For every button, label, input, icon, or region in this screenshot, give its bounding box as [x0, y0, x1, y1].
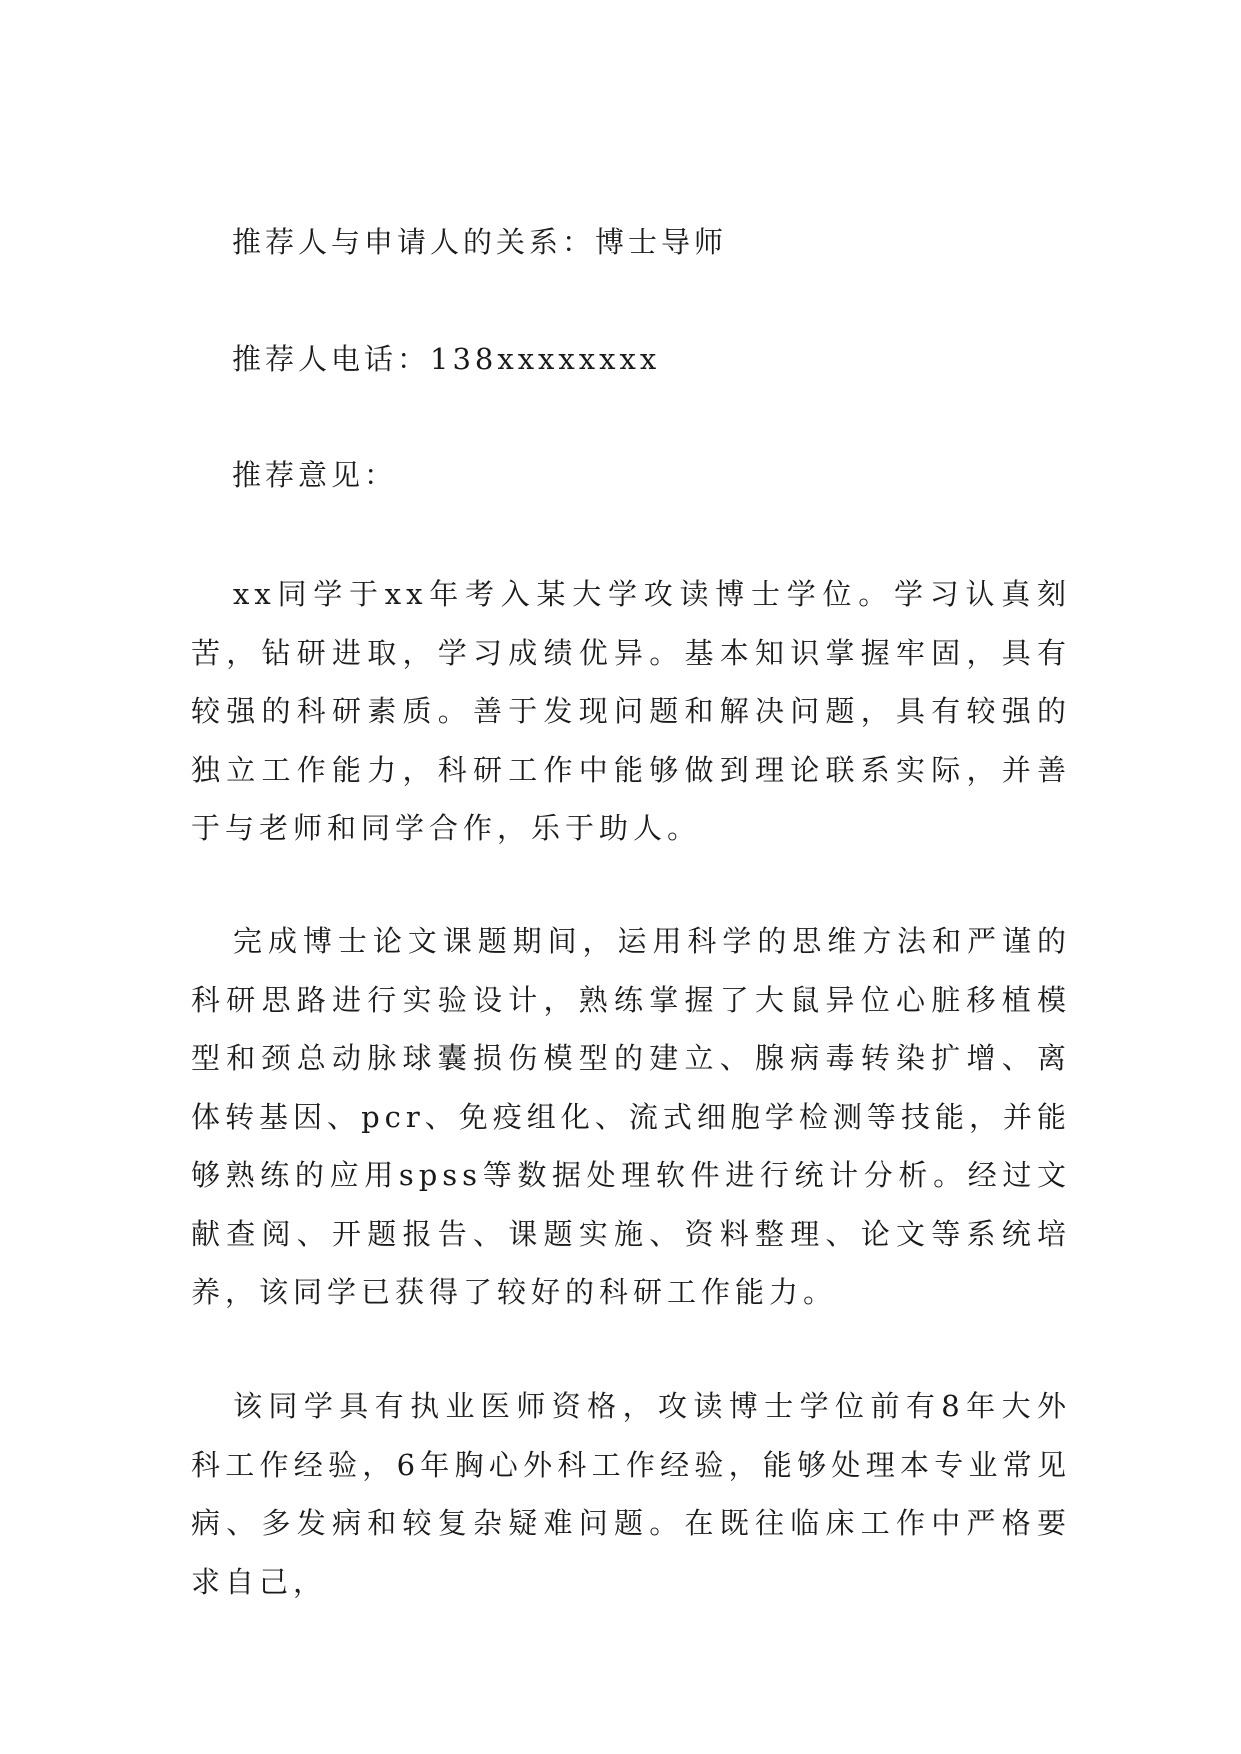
recommender-phone-line: 推荐人电话：138xxxxxxxx: [232, 342, 661, 376]
paragraph-research-skills: 完成博士论文课题期间，运用科学的思维方法和严谨的科研思路进行实验设计，熟练掌握了大鼠异位心脏移植模型和颈总动脉球囊损伤模型的建立、腺病毒转染扩增、离体转基因、pcr、免疫组化、流式细胞学检测等技能，并能够熟练的应用spss等数据处理软件进行统计分析。经过文献查阅、开题报告、课题实施、资料整理、论文等系统培养，该同学已获得了较好的科研工作能力。: [191, 924, 1071, 1309]
paragraph-clinical-experience: 该同学具有执业医师资格，攻读博士学位前有8年大外科工作经验，6年胸心外科工作经验，能够处理本专业常见病、多发病和较复杂疑难问题。在既往临床工作中严格要求自己，: [191, 1389, 1071, 1599]
paragraph-academic-performance: xx同学于xx年考入某大学攻读博士学位。学习认真刻苦，钻研进取，学习成绩优异。基本知识掌握牢固，具有较强的科研素质。善于发现问题和解决问题，具有较强的独立工作能力，科研工作中能够做到理论联系实际，并善于与老师和同学合作，乐于助人。: [191, 577, 1071, 845]
recommendation-opinion-label: 推荐意见：: [232, 458, 398, 492]
recommender-relation-line: 推荐人与申请人的关系：博士导师: [232, 225, 728, 259]
